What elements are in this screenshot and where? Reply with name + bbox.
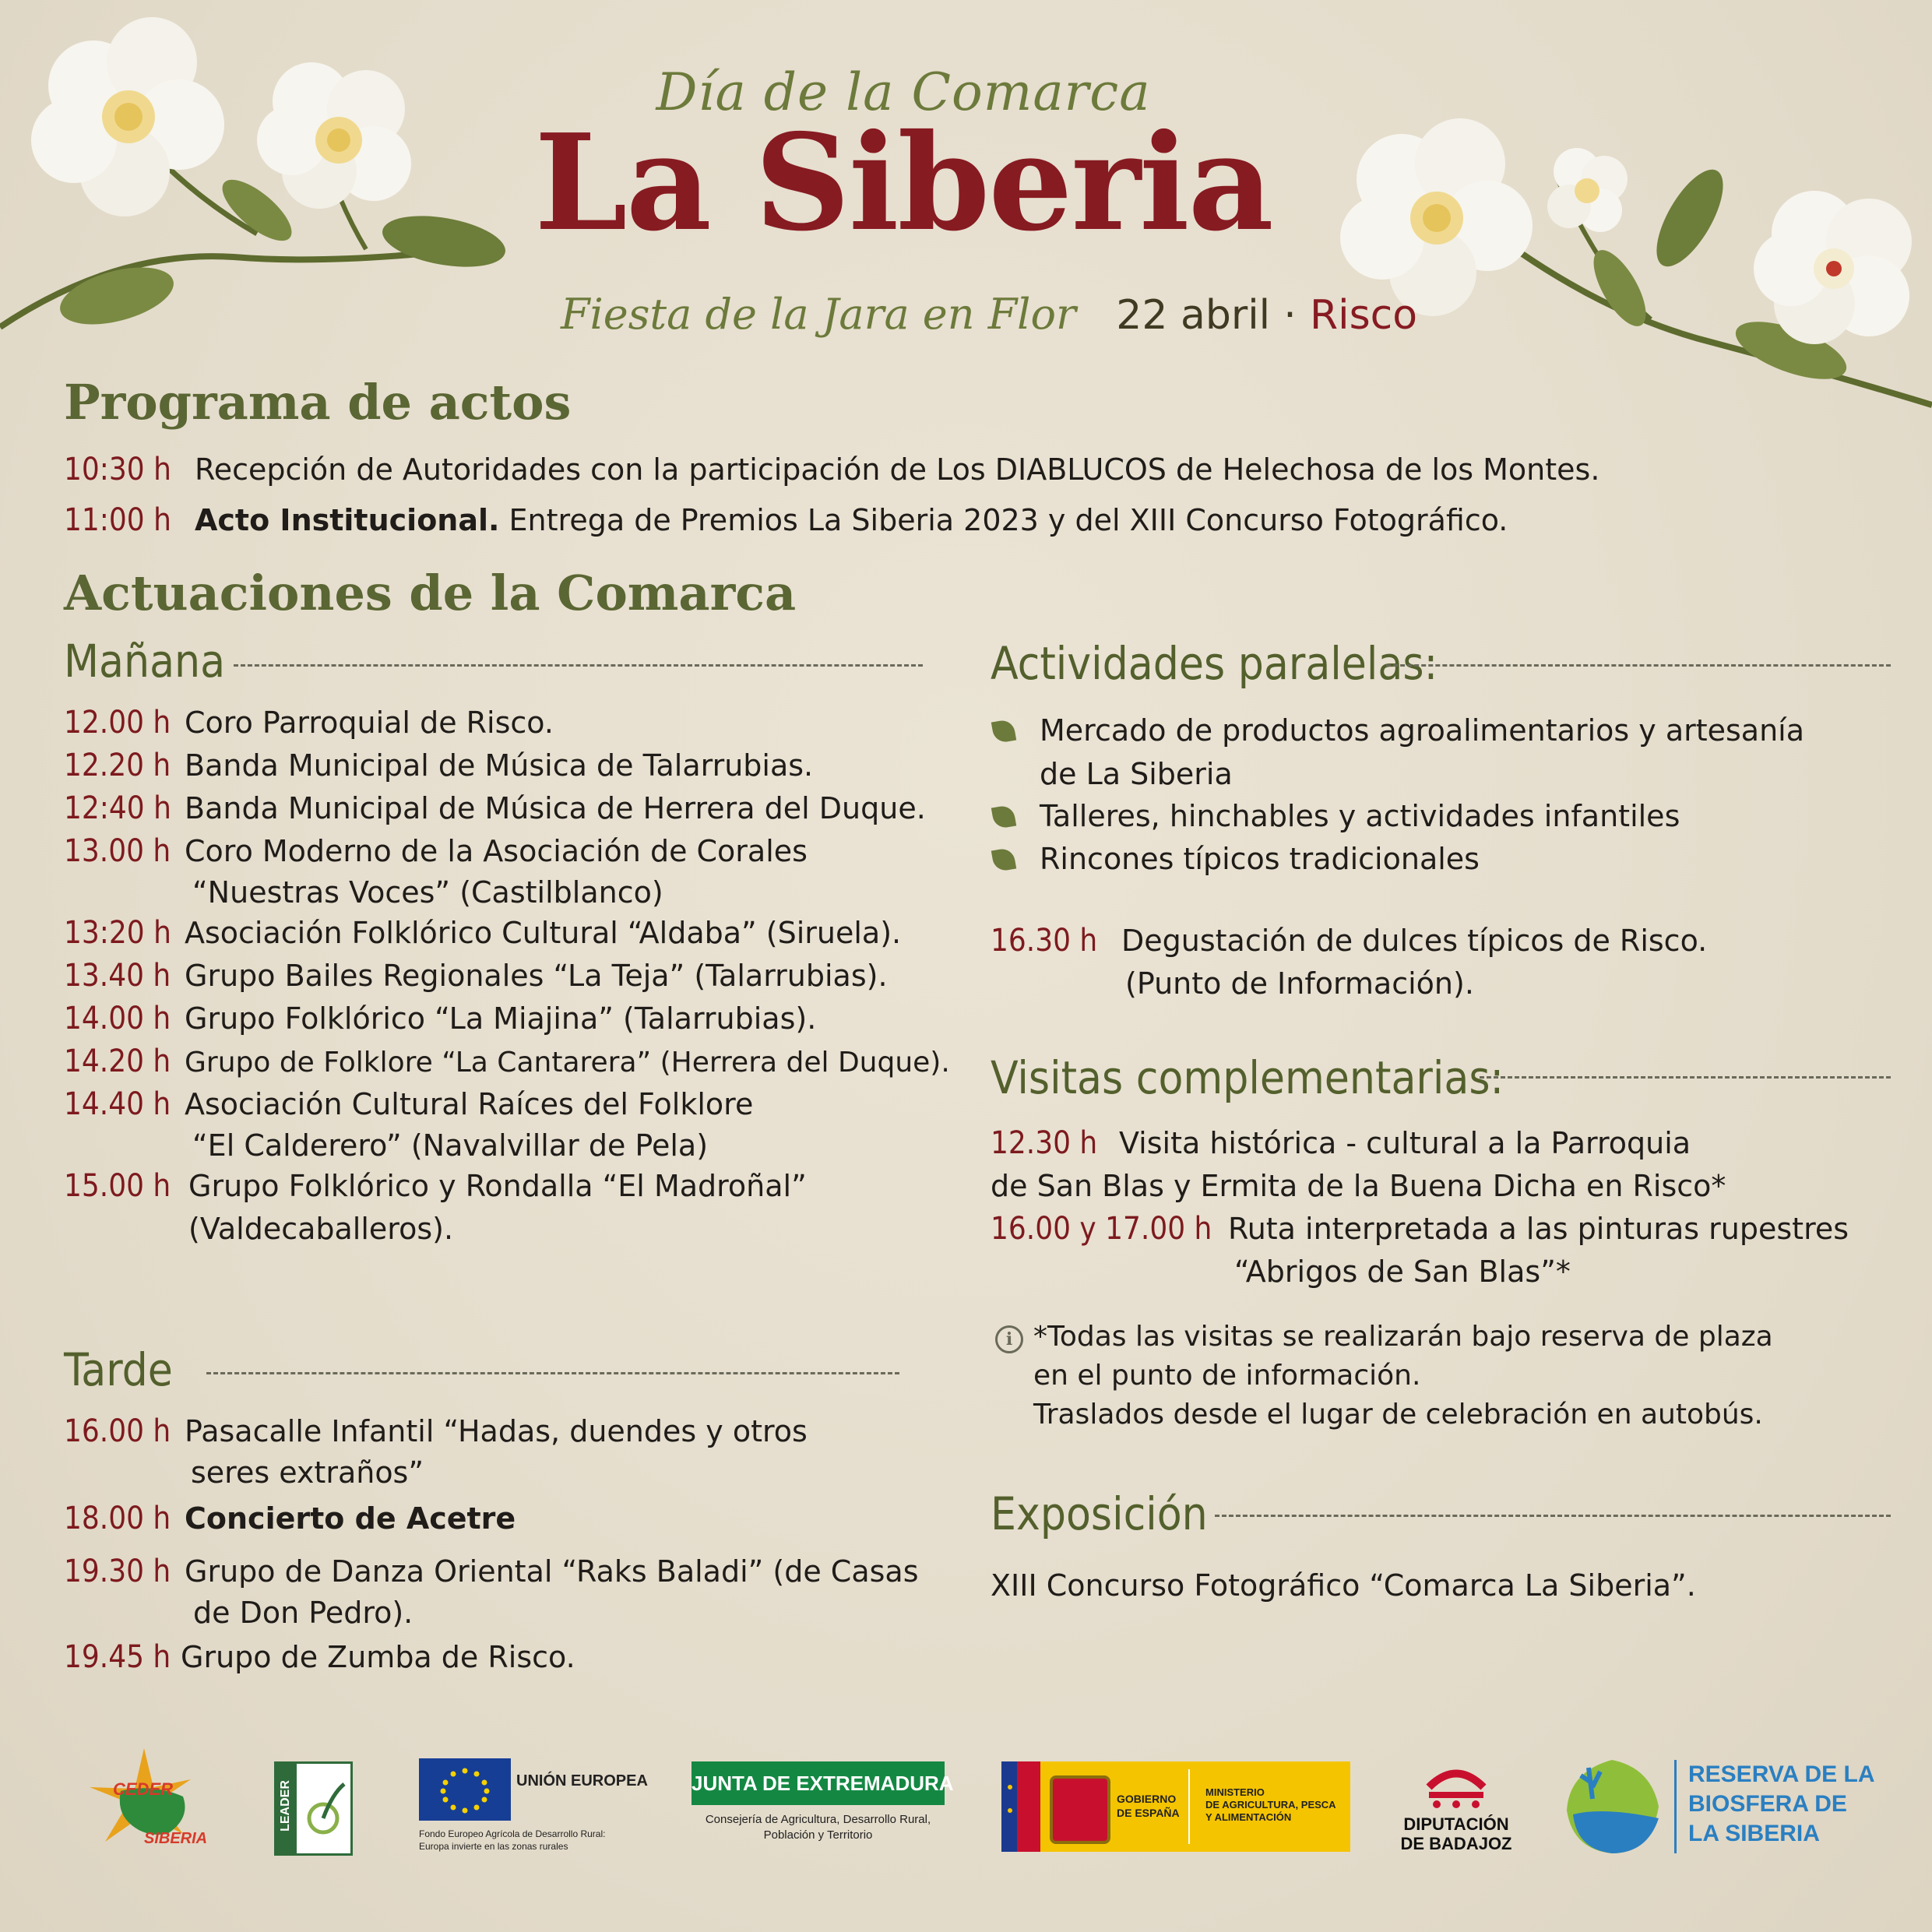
flowers-left-illustration (0, 16, 530, 343)
time-label: 12.20 h (64, 748, 171, 783)
time-label: 19.45 h (64, 1639, 171, 1675)
ministerio-line1: MINISTERIO (1205, 1786, 1265, 1798)
note-text: en el punto de información. (1033, 1360, 1421, 1392)
time-label: 13.00 h (64, 833, 171, 869)
programa-title: Programa de actos (64, 374, 572, 431)
ministerio-line2: DE AGRICULTURA, PESCA (1205, 1799, 1336, 1811)
schedule-text: Grupo Folklórico y Rondalla “El Madroñal” (188, 1169, 807, 1203)
paralelas-title: Actividades paralelas: (991, 637, 1438, 690)
eu-flag-icon (419, 1758, 511, 1821)
schedule-text-continued: (Punto de Información). (1125, 966, 1474, 1001)
time-label: 14.20 h (64, 1043, 171, 1079)
programa-item-text: Recepción de Autoridades con la participación de Los DIABLUCOS de Helechosa de los Montes. (195, 452, 1600, 487)
eu-line2: Europa invierte en las zonas rurales (419, 1841, 568, 1852)
leader-logo (274, 1761, 353, 1856)
divider (1215, 1515, 1891, 1517)
schedule-text: Grupo Bailes Regionales “La Teja” (Talarrubias). (185, 959, 888, 993)
time-label: 13:20 h (64, 915, 171, 951)
header-date: 22 abril (1116, 292, 1271, 339)
schedule-row (64, 787, 926, 830)
bullet-text-continued: de La Siberia (1040, 757, 1233, 791)
time-label: 16.00 y 17.00 h (991, 1211, 1212, 1247)
time-label: 12.30 h (991, 1125, 1098, 1161)
biosfera-emblem-icon (1557, 1752, 1666, 1861)
divider (1386, 664, 1891, 667)
time-label: 10:30 h (64, 452, 171, 487)
gobierno-line2: DE ESPAÑA (1117, 1807, 1180, 1819)
reserva-biosfera-logo (1557, 1752, 1875, 1861)
manana-label: Mañana (64, 635, 226, 688)
schedule-row (991, 1121, 1691, 1165)
schedule-row (64, 829, 808, 873)
schedule-row (64, 701, 554, 744)
schedule-text: Concierto de Acetre (185, 1501, 516, 1536)
reserva-line3: LA SIBERIA (1688, 1821, 1820, 1846)
time-label: 16.00 h (64, 1413, 171, 1449)
schedule-row (64, 1550, 919, 1593)
exposicion-text: XIII Concurso Fotográfico “Comarca La Siberia”. (991, 1568, 1696, 1603)
ceder-text: CEDER (113, 1779, 174, 1799)
programa-item (64, 498, 1508, 542)
bullet-text: Mercado de productos agroalimentarios y artesanía (1040, 713, 1805, 748)
schedule-row (64, 1635, 575, 1679)
schedule-text: Asociación Folklórico Cultural “Aldaba” (Siruela). (185, 916, 902, 950)
gobierno-espana-logo (1001, 1761, 1350, 1852)
time-label: 12:40 h (64, 790, 171, 826)
flowers-right-illustration (1324, 109, 1932, 421)
actuaciones-title: Actuaciones de la Comarca (64, 565, 797, 621)
header-title: La Siberia (534, 105, 1272, 261)
header-place: Risco (1309, 292, 1418, 339)
schedule-text-continued: (Valdecaballeros). (188, 1212, 454, 1246)
schedule-row (64, 1164, 807, 1208)
bullet-text: Rincones típicos tradicionales (1040, 842, 1480, 876)
ministerio-line3: Y ALIMENTACIÓN (1205, 1811, 1292, 1823)
schedule-row (64, 911, 901, 955)
leaf-bullet-icon (991, 719, 1016, 744)
tarde-label: Tarde (64, 1343, 173, 1396)
ceder-siberia-logo (66, 1748, 222, 1849)
junta-line2: Población y Territorio (763, 1828, 873, 1842)
schedule-text-continued: de San Blas y Ermita de la Buena Dicha en Risco* (991, 1169, 1726, 1203)
time-label: 18.00 h (64, 1501, 171, 1536)
note-text: Traslados desde el lugar de celebración en autobús. (1033, 1399, 1763, 1431)
junta-line1: Consejería de Agricultura, Desarrollo Rural, (705, 1813, 931, 1826)
schedule-text: Grupo de Danza Oriental “Raks Baladi” (de Casas (185, 1554, 919, 1589)
schedule-row (991, 1207, 1849, 1251)
reserva-line1: RESERVA DE LA (1688, 1761, 1875, 1787)
schedule-text: Coro Parroquial de Risco. (185, 706, 554, 740)
eu-line1: Fondo Europeo Agrícola de Desarrollo Rural: (419, 1828, 606, 1839)
schedule-text: Asociación Cultural Raíces del Folklore (185, 1087, 754, 1121)
leader-text: LEADER (279, 1780, 292, 1832)
divider (234, 664, 923, 667)
diputacion-line1: DIPUTACIÓN (1403, 1814, 1509, 1834)
schedule-row (64, 997, 816, 1040)
schedule-text-continued: de Don Pedro). (193, 1596, 413, 1630)
time-label: 12.00 h (64, 705, 171, 741)
coat-of-arms-icon (1050, 1775, 1110, 1844)
schedule-row (64, 954, 888, 998)
time-label: 19.30 h (64, 1554, 171, 1589)
programa-item-bold: Acto Institucional. (195, 503, 500, 537)
leaf-bullet-icon (991, 804, 1016, 829)
time-label: 14.00 h (64, 1001, 171, 1036)
diputacion-line2: DE BADAJOZ (1400, 1834, 1512, 1853)
exposicion-title: Exposición (991, 1487, 1208, 1540)
programa-item-text: Entrega de Premios La Siberia 2023 y del XIII Concurso Fotográfico. (499, 503, 1508, 537)
divider (1480, 1076, 1891, 1079)
schedule-row (64, 1082, 753, 1126)
time-label: 16.30 h (991, 923, 1098, 959)
divider (206, 1372, 899, 1374)
diputacion-badajoz-logo (1398, 1756, 1515, 1857)
junta-extremadura-logo (692, 1761, 954, 1855)
time-label: 13.40 h (64, 958, 171, 994)
schedule-row (991, 919, 1707, 962)
eu-title: UNIÓN EUROPEA (516, 1772, 648, 1789)
schedule-text: Pasacalle Infantil “Hadas, duendes y otros (185, 1414, 808, 1448)
schedule-text-continued: “El Calderero” (Navalvillar de Pela) (192, 1128, 709, 1163)
schedule-text: Visita histórica - cultural a la Parroquia (1119, 1126, 1691, 1160)
gobierno-line1: GOBIERNO (1117, 1793, 1177, 1805)
union-europea-logo (419, 1758, 653, 1856)
header-subtitle-row (561, 290, 1418, 339)
time-label: 11:00 h (64, 502, 171, 538)
bullet-text: Talleres, hinchables y actividades infantiles (1040, 799, 1680, 833)
schedule-text: Degustación de dulces típicos de Risco. (1121, 924, 1708, 958)
info-icon: i (995, 1325, 1023, 1353)
schedule-text: Coro Moderno de la Asociación de Corales (185, 834, 808, 868)
schedule-text-continued: “Abrigos de San Blas”* (1234, 1255, 1571, 1289)
schedule-text: Banda Municipal de Música de Talarrubias. (185, 748, 814, 783)
header-top-line: Día de la Comarca (656, 62, 1151, 122)
programa-item (64, 448, 1599, 491)
header-separator: · (1283, 292, 1297, 339)
schedule-row (64, 1409, 808, 1453)
schedule-row (64, 744, 813, 787)
schedule-text: Ruta interpretada a las pinturas rupestres (1228, 1212, 1849, 1246)
time-label: 14.40 h (64, 1086, 171, 1122)
header-subtitle: Fiesta de la Jara en Flor (561, 290, 1076, 339)
schedule-row (64, 1497, 516, 1540)
leaf-bullet-icon (991, 847, 1016, 872)
time-label: 15.00 h (64, 1168, 171, 1204)
schedule-row (64, 1040, 950, 1085)
schedule-text: Banda Municipal de Música de Herrera del Duque. (185, 791, 926, 825)
schedule-text: Grupo de Folklore “La Cantarera” (Herrera del Duque). (185, 1047, 950, 1079)
reserva-line2: BIOSFERA DE (1688, 1791, 1847, 1817)
schedule-text-continued: seres extraños” (191, 1455, 424, 1490)
schedule-text: Grupo de Zumba de Risco. (181, 1640, 575, 1674)
schedule-text-continued: “Nuestras Voces” (Castilblanco) (192, 875, 663, 910)
junta-title: JUNTA DE EXTREMADURA (692, 1761, 945, 1805)
note-text: *Todas las visitas se realizarán bajo reserva de plaza (1033, 1321, 1773, 1353)
siberia-text: SIBERIA (144, 1830, 208, 1847)
schedule-text: Grupo Folklórico “La Miajina” (Talarrubias). (185, 1001, 817, 1036)
visitas-title: Visitas complementarias: (991, 1051, 1504, 1104)
